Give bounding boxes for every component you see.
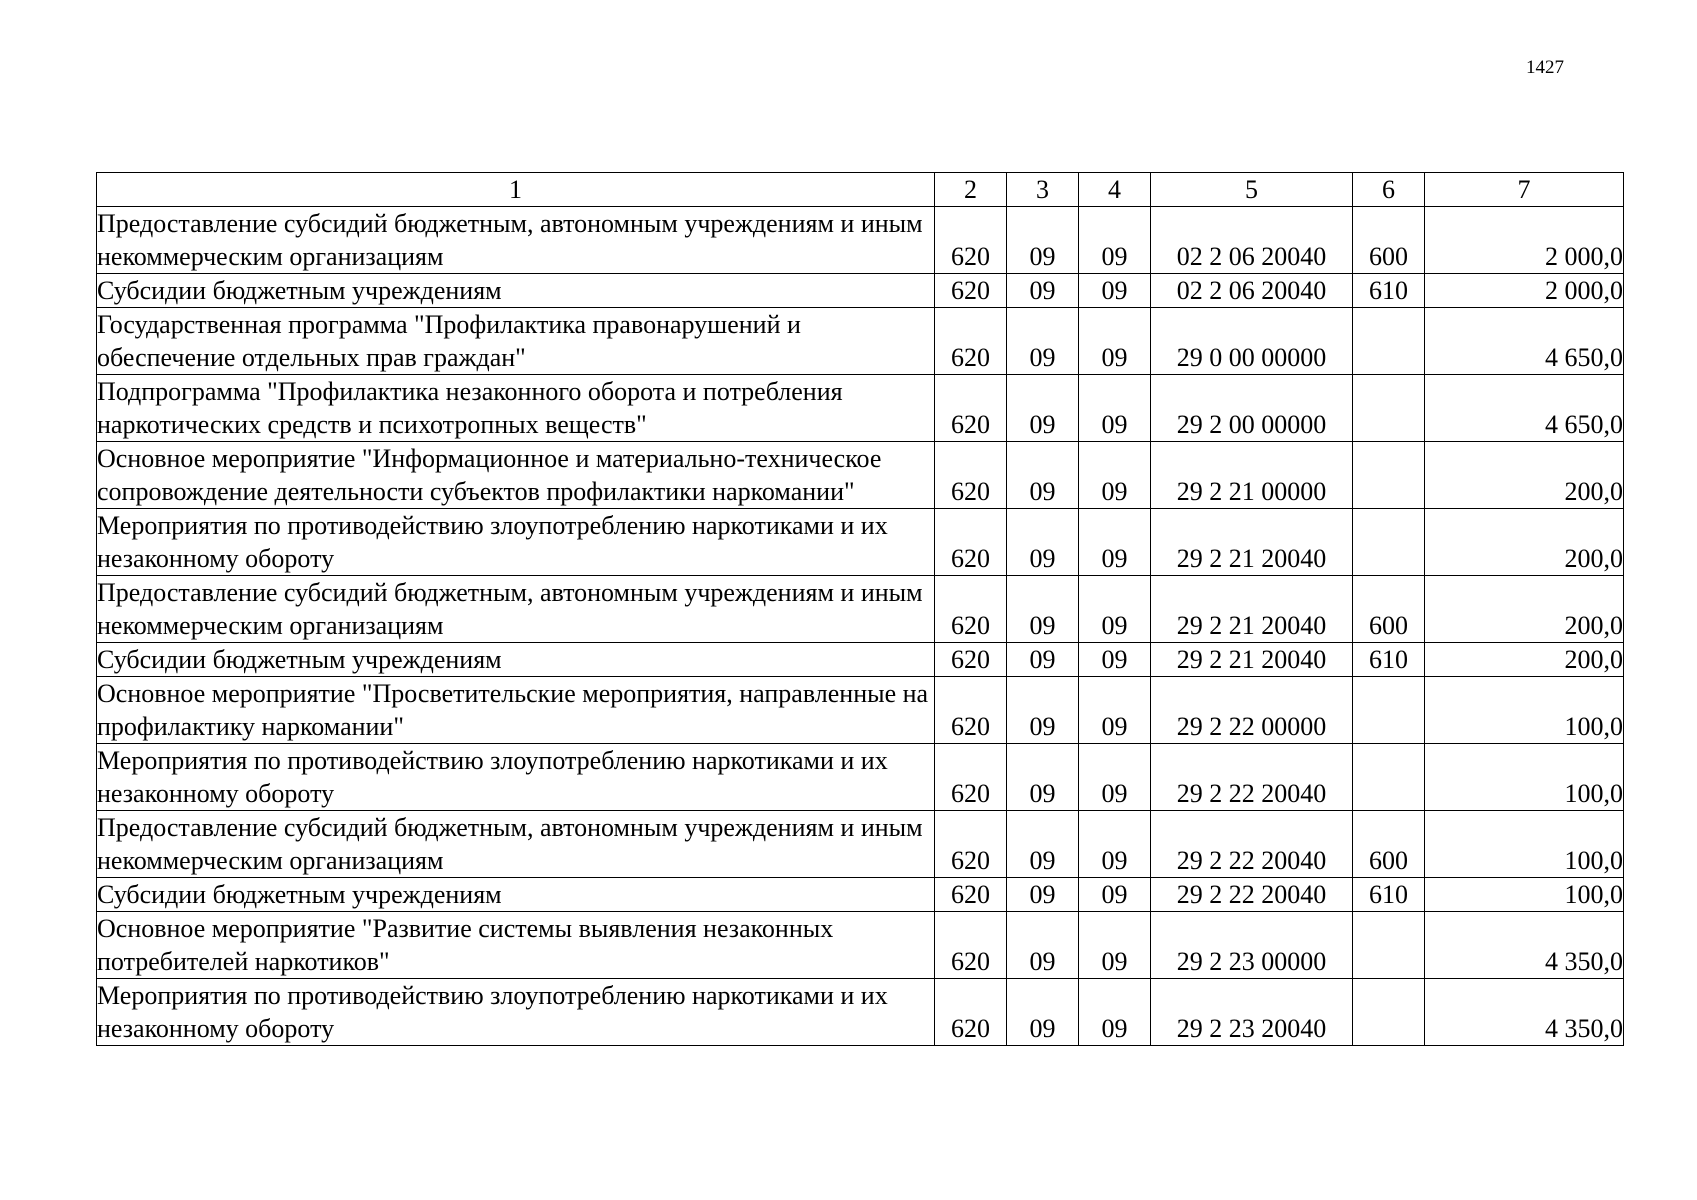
row-subsection-cell: 09 bbox=[1079, 677, 1151, 744]
row-admin-code-cell: 620 bbox=[935, 643, 1007, 677]
row-expense-type-cell bbox=[1353, 308, 1425, 375]
row-section-cell: 09 bbox=[1007, 811, 1079, 878]
row-amount-cell: 2 000,0 bbox=[1425, 207, 1624, 274]
table-row bbox=[97, 744, 1624, 811]
row-admin-code-cell: 620 bbox=[935, 509, 1007, 576]
budget-table bbox=[96, 172, 1624, 1046]
row-subsection-cell: 09 bbox=[1079, 811, 1151, 878]
row-amount-cell: 100,0 bbox=[1425, 677, 1624, 744]
row-amount-cell: 200,0 bbox=[1425, 442, 1624, 509]
row-admin-code-cell: 620 bbox=[935, 375, 1007, 442]
row-target-article-cell: 29 2 22 20040 bbox=[1151, 878, 1353, 912]
row-section-cell: 09 bbox=[1007, 375, 1079, 442]
row-expense-type-cell bbox=[1353, 744, 1425, 811]
row-expense-type-cell: 610 bbox=[1353, 878, 1425, 912]
column-header: 4 bbox=[1079, 173, 1151, 207]
row-amount-cell: 4 650,0 bbox=[1425, 308, 1624, 375]
page-number: 1427 bbox=[1526, 57, 1564, 78]
row-admin-code-cell: 620 bbox=[935, 308, 1007, 375]
row-admin-code-cell: 620 bbox=[935, 207, 1007, 274]
row-target-article-cell: 29 2 23 20040 bbox=[1151, 979, 1353, 1046]
row-admin-code-cell: 620 bbox=[935, 744, 1007, 811]
row-admin-code-cell: 620 bbox=[935, 979, 1007, 1046]
table-row bbox=[97, 811, 1624, 878]
row-subsection-cell: 09 bbox=[1079, 509, 1151, 576]
row-amount-cell: 4 650,0 bbox=[1425, 375, 1624, 442]
row-target-article-cell: 29 2 21 00000 bbox=[1151, 442, 1353, 509]
table-body bbox=[97, 207, 1624, 1046]
column-header: 3 bbox=[1007, 173, 1079, 207]
row-name-cell: Субсидии бюджетным учреждениям bbox=[97, 643, 935, 677]
row-admin-code-cell: 620 bbox=[935, 677, 1007, 744]
row-expense-type-cell bbox=[1353, 912, 1425, 979]
column-header: 2 bbox=[935, 173, 1007, 207]
row-subsection-cell: 09 bbox=[1079, 576, 1151, 643]
row-name-cell: Подпрограмма "Профилактика незаконного оборота и потребления наркотических средств и психотропных веществ" bbox=[97, 375, 935, 442]
row-admin-code-cell: 620 bbox=[935, 274, 1007, 308]
row-section-cell: 09 bbox=[1007, 576, 1079, 643]
row-amount-cell: 200,0 bbox=[1425, 643, 1624, 677]
row-name-cell: Мероприятия по противодействию злоупотреблению наркотиками и их незаконному обороту bbox=[97, 744, 935, 811]
row-name-cell: Субсидии бюджетным учреждениям bbox=[97, 878, 935, 912]
header-row bbox=[97, 173, 1624, 207]
row-expense-type-cell: 600 bbox=[1353, 207, 1425, 274]
row-subsection-cell: 09 bbox=[1079, 878, 1151, 912]
row-admin-code-cell: 620 bbox=[935, 878, 1007, 912]
column-header: 6 bbox=[1353, 173, 1425, 207]
row-section-cell: 09 bbox=[1007, 643, 1079, 677]
table-row bbox=[97, 912, 1624, 979]
row-name-cell: Основное мероприятие "Развитие системы выявления незаконных потребителей наркотиков" bbox=[97, 912, 935, 979]
row-name-cell: Мероприятия по противодействию злоупотреблению наркотиками и их незаконному обороту bbox=[97, 979, 935, 1046]
row-expense-type-cell bbox=[1353, 442, 1425, 509]
table-row bbox=[97, 643, 1624, 677]
row-subsection-cell: 09 bbox=[1079, 979, 1151, 1046]
table-row bbox=[97, 442, 1624, 509]
column-header: 7 bbox=[1425, 173, 1624, 207]
row-target-article-cell: 02 2 06 20040 bbox=[1151, 207, 1353, 274]
row-section-cell: 09 bbox=[1007, 509, 1079, 576]
row-subsection-cell: 09 bbox=[1079, 643, 1151, 677]
row-target-article-cell: 29 2 21 20040 bbox=[1151, 509, 1353, 576]
table-row bbox=[97, 207, 1624, 274]
row-target-article-cell: 29 2 23 00000 bbox=[1151, 912, 1353, 979]
row-section-cell: 09 bbox=[1007, 912, 1079, 979]
table-row bbox=[97, 509, 1624, 576]
row-amount-cell: 200,0 bbox=[1425, 576, 1624, 643]
row-name-cell: Мероприятия по противодействию злоупотреблению наркотиками и их незаконному обороту bbox=[97, 509, 935, 576]
row-subsection-cell: 09 bbox=[1079, 442, 1151, 509]
table-row bbox=[97, 979, 1624, 1046]
row-expense-type-cell: 610 bbox=[1353, 643, 1425, 677]
row-subsection-cell: 09 bbox=[1079, 308, 1151, 375]
row-amount-cell: 100,0 bbox=[1425, 878, 1624, 912]
row-subsection-cell: 09 bbox=[1079, 274, 1151, 308]
row-target-article-cell: 02 2 06 20040 bbox=[1151, 274, 1353, 308]
row-amount-cell: 200,0 bbox=[1425, 509, 1624, 576]
row-expense-type-cell bbox=[1353, 375, 1425, 442]
row-section-cell: 09 bbox=[1007, 878, 1079, 912]
row-subsection-cell: 09 bbox=[1079, 375, 1151, 442]
row-section-cell: 09 bbox=[1007, 207, 1079, 274]
table-row bbox=[97, 878, 1624, 912]
row-section-cell: 09 bbox=[1007, 744, 1079, 811]
row-section-cell: 09 bbox=[1007, 308, 1079, 375]
row-expense-type-cell bbox=[1353, 509, 1425, 576]
row-target-article-cell: 29 2 22 20040 bbox=[1151, 811, 1353, 878]
row-name-cell: Предоставление субсидий бюджетным, автономным учреждениям и иным некоммерческим организациям bbox=[97, 811, 935, 878]
row-target-article-cell: 29 2 22 20040 bbox=[1151, 744, 1353, 811]
row-admin-code-cell: 620 bbox=[935, 442, 1007, 509]
row-amount-cell: 100,0 bbox=[1425, 811, 1624, 878]
row-admin-code-cell: 620 bbox=[935, 912, 1007, 979]
table-row bbox=[97, 308, 1624, 375]
row-name-cell: Основное мероприятие "Просветительские мероприятия, направленные на профилактику наркомании" bbox=[97, 677, 935, 744]
row-subsection-cell: 09 bbox=[1079, 912, 1151, 979]
row-expense-type-cell: 600 bbox=[1353, 576, 1425, 643]
row-amount-cell: 2 000,0 bbox=[1425, 274, 1624, 308]
row-expense-type-cell: 600 bbox=[1353, 811, 1425, 878]
table-row bbox=[97, 375, 1624, 442]
row-name-cell: Предоставление субсидий бюджетным, автономным учреждениям и иным некоммерческим организациям bbox=[97, 207, 935, 274]
row-name-cell: Субсидии бюджетным учреждениям bbox=[97, 274, 935, 308]
row-name-cell: Основное мероприятие "Информационное и материально-техническое сопровождение деятельности субъектов профилактики наркомании" bbox=[97, 442, 935, 509]
row-section-cell: 09 bbox=[1007, 979, 1079, 1046]
row-admin-code-cell: 620 bbox=[935, 576, 1007, 643]
table-row bbox=[97, 576, 1624, 643]
row-target-article-cell: 29 2 00 00000 bbox=[1151, 375, 1353, 442]
table-row bbox=[97, 677, 1624, 744]
column-header: 5 bbox=[1151, 173, 1353, 207]
row-subsection-cell: 09 bbox=[1079, 207, 1151, 274]
row-admin-code-cell: 620 bbox=[935, 811, 1007, 878]
row-section-cell: 09 bbox=[1007, 442, 1079, 509]
row-expense-type-cell bbox=[1353, 677, 1425, 744]
row-amount-cell: 100,0 bbox=[1425, 744, 1624, 811]
row-amount-cell: 4 350,0 bbox=[1425, 912, 1624, 979]
row-expense-type-cell bbox=[1353, 979, 1425, 1046]
row-section-cell: 09 bbox=[1007, 274, 1079, 308]
row-target-article-cell: 29 2 21 20040 bbox=[1151, 576, 1353, 643]
row-section-cell: 09 bbox=[1007, 677, 1079, 744]
column-header: 1 bbox=[97, 173, 935, 207]
row-expense-type-cell: 610 bbox=[1353, 274, 1425, 308]
row-amount-cell: 4 350,0 bbox=[1425, 979, 1624, 1046]
row-name-cell: Государственная программа "Профилактика правонарушений и обеспечение отдельных прав граждан" bbox=[97, 308, 935, 375]
row-subsection-cell: 09 bbox=[1079, 744, 1151, 811]
row-target-article-cell: 29 2 21 20040 bbox=[1151, 643, 1353, 677]
row-name-cell: Предоставление субсидий бюджетным, автономным учреждениям и иным некоммерческим организациям bbox=[97, 576, 935, 643]
row-target-article-cell: 29 2 22 00000 bbox=[1151, 677, 1353, 744]
row-target-article-cell: 29 0 00 00000 bbox=[1151, 308, 1353, 375]
table-row bbox=[97, 274, 1624, 308]
